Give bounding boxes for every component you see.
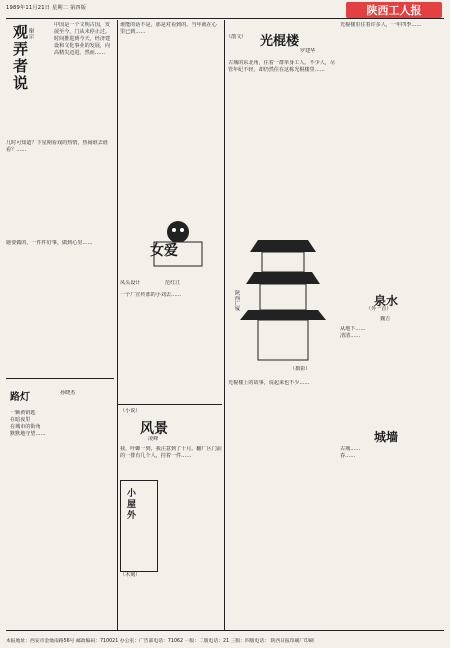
col3-label: （小说）	[120, 408, 141, 414]
woodcut-caption: （木刻）	[120, 572, 141, 578]
rule-col1	[117, 20, 118, 630]
photo-title: 陕西广厦	[234, 290, 240, 311]
col6-poem-2: 古城…… 春……	[340, 446, 361, 459]
col-art-title: 女爱	[150, 243, 178, 259]
building-drawing-icon	[228, 220, 336, 370]
col-art-para-1: 一个厂宣传部的小刘去……	[120, 292, 182, 298]
woodcut-title: 小屋外	[125, 488, 135, 521]
rule-col2	[224, 20, 225, 630]
col6-title: 泉水	[374, 294, 399, 308]
col1-para-3: 她要做的，一件件好事，做到心里……	[6, 240, 93, 246]
footer-line: 本报地址：西安市金地南路56号 邮政编码：710021 办公室：广告部电话：71062 一版：二版电话：21 三版：四版电话： 陕西日报印刷厂印刷	[6, 639, 314, 644]
col6-author: 魏吉	[380, 316, 391, 322]
photo-caption: （摄影）	[290, 366, 311, 372]
col1-divider	[6, 378, 114, 379]
masthead: 陕西工人报	[346, 2, 442, 18]
col1-poem-author: 孙晓杰	[60, 390, 76, 396]
col3-title: 风景	[140, 421, 168, 437]
footer-rule	[6, 630, 444, 631]
col5-text: 光棍楼里住着许多人，一年四季……	[340, 22, 422, 28]
art-label-1-name: 范红江	[165, 280, 181, 286]
col4-para-2: 光棍楼上的故事，说起来也不少……	[228, 380, 310, 386]
col3-para-1: 我，叶蝉一到，我注意到了十月。翻厂区门前的一排有几个人，挂着一件……	[120, 446, 222, 459]
col6-poem: 从地下…… 清清……	[340, 326, 366, 339]
col1-title: 观弄者说	[11, 24, 29, 92]
col1-poem-title: 路灯	[10, 392, 30, 403]
col3-author: 凌峰	[148, 436, 159, 442]
col4-author: 罗建华	[300, 48, 316, 54]
col2-para-1: 谁能的话不是，那是对看到的。当年就在心里已到……	[120, 22, 217, 35]
header-rule	[6, 18, 444, 19]
col1-para-1: 中国是一个文明古国，发展至今，门从未停止过。时间推进到今天，经济建设和文化事业的发展，向高精尖迈进。然而……	[54, 22, 111, 56]
col6-sub: （外一首）	[366, 306, 392, 312]
photo-building	[228, 220, 336, 370]
col4-para-1: 古城的东北角，住着一群单身工人。不少人，尽管年纪不轻，却仍然住在这栋光棍楼里……	[228, 60, 335, 73]
col2-divider	[118, 404, 222, 405]
art-label-1: 凤头设计	[120, 280, 141, 286]
col6-title-2: 城墙	[374, 430, 399, 444]
col4-title: 光棍楼	[260, 34, 300, 49]
date-line: 1989年11月21日 星期二 第四版	[6, 5, 87, 11]
col1-author: 谢宗	[28, 28, 34, 39]
col1-poem-text: 一颗黄钥匙 在暗夜里 在城市的街角 默默地守望……	[10, 410, 46, 437]
col1-para-2: 几时可知道？下星期看戏的热情，热闹谁去谁看？……	[6, 140, 108, 153]
col4-label: （散文）	[226, 34, 247, 40]
